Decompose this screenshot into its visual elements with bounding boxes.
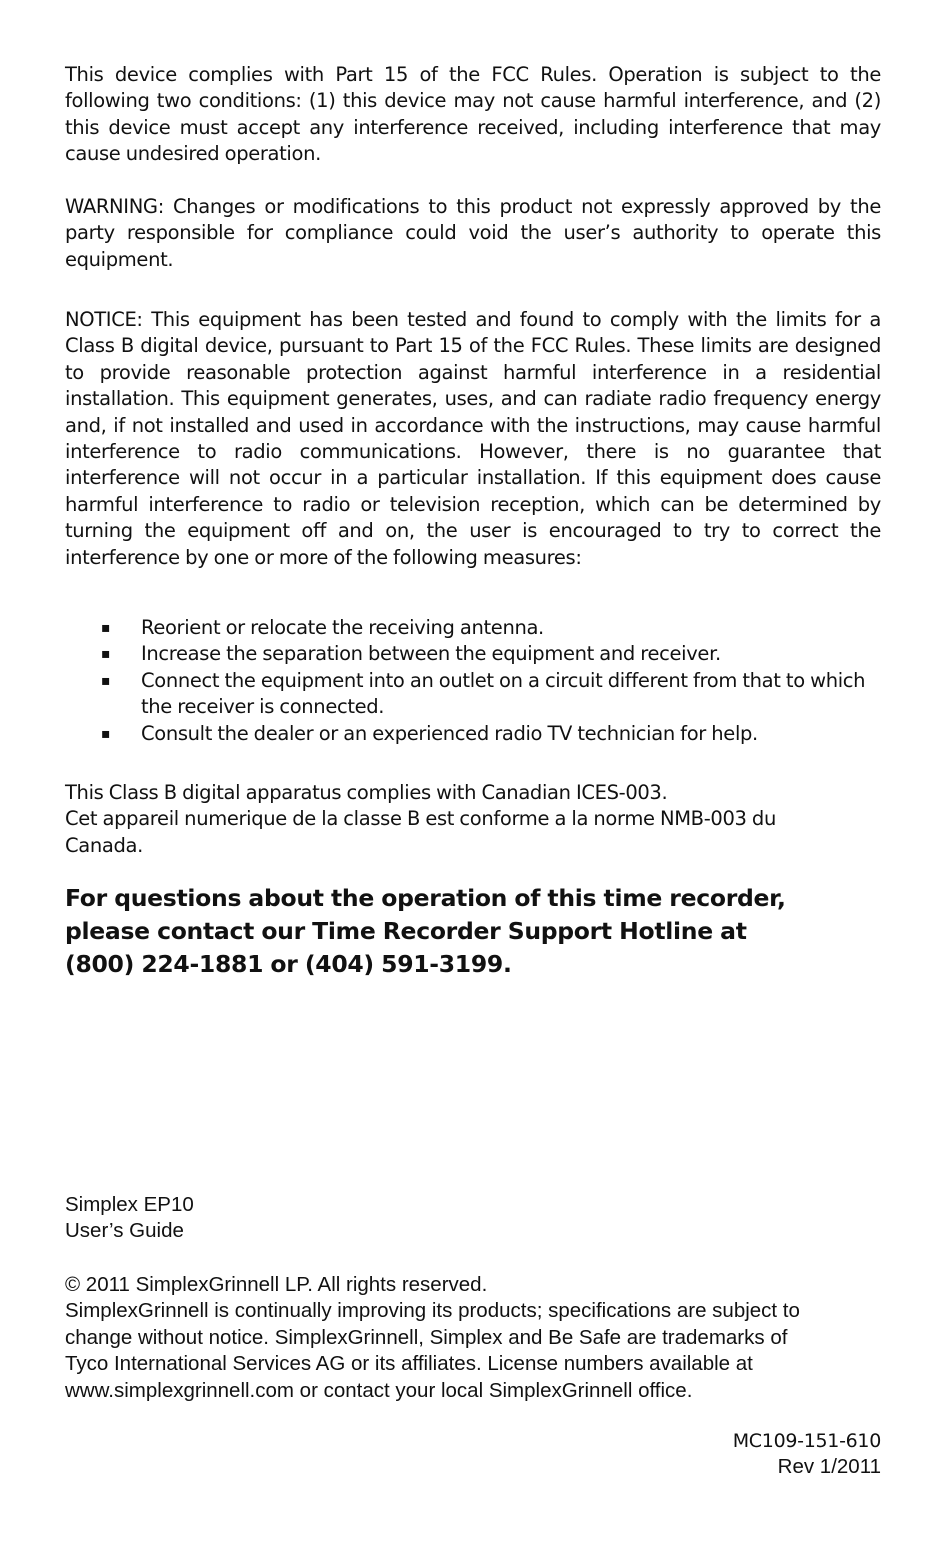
hotline-line-1: For questions about the operation of this time recorder, (65, 884, 786, 912)
support-hotline-block (65, 882, 786, 981)
notice-paragraph: NOTICE: This equipment has been tested and found to comply with the limits for a Class B digital device, pursuant to Part 15 of the FCC Rules. These limits are designed to provide reasonable protection against harmful interference in a residential installation. This equipment generates, uses, and can radiate radio frequency energy and, if not installed and used in accordance with the instructions, may cause harmful interference to radio communications. However, there is no guarantee that interference will not occur in a particular installation. If this equipment does cause harmful interference to radio or television reception, which can be determined by turning the equipment off and on, the user is encouraged to try to correct the interference by one or more of the following measures: (65, 308, 881, 569)
disclaimer-line: SimplexGrinnell is continually improving its products; specifications are subject to (65, 1299, 800, 1323)
list-item (65, 668, 881, 721)
measure-text: Increase the separation between the equipment and receiver. (141, 642, 721, 666)
copyright-block (65, 1272, 885, 1404)
hotline-phone-numbers: (800) 224-1881 or (404) 591-3199. (65, 950, 512, 978)
hotline-line-2: please contact our Time Recorder Support Hotline at (65, 917, 747, 945)
disclaimer-line: www.simplexgrinnell.com or contact your local SimplexGrinnell office. (65, 1378, 693, 1402)
measure-text: Connect the equipment into an outlet on a circuit different from that to which the receiver is connected. (141, 668, 866, 719)
interference-measures-list (65, 615, 881, 747)
warning-paragraph: WARNING: Changes or modifications to this product not expressly approved by the party responsible for compliance could void the user’s authority to operate this equipment. (65, 195, 881, 271)
list-item (65, 641, 881, 667)
canada-line-french: Cet appareil numerique de la classe B est conforme a la norme NMB-003 du (65, 807, 776, 831)
list-item (65, 721, 881, 747)
document-revision: Rev 1/2011 (777, 1455, 881, 1479)
disclaimer-line: change without notice. SimplexGrinnell, Simplex and Be Safe are trademarks of (65, 1325, 788, 1349)
disclaimer-line: Tyco International Services AG or its affiliates. License numbers available at (65, 1352, 753, 1376)
product-info-block (65, 1192, 194, 1245)
measure-text: Consult the dealer or an experienced radio TV technician for help. (141, 721, 758, 745)
fcc-compliance-paragraph: This device complies with Part 15 of the FCC Rules. Operation is subject to the following two conditions: (1) this device may not cause harmful interference, and (2) this device must accept any interference received, including interference that may cause undesired operation. (65, 63, 881, 166)
canada-line-french-continued: Canada. (65, 833, 143, 857)
bullet-icon: ▪ (101, 620, 111, 636)
measure-text: Reorient or relocate the receiving antenna. (141, 616, 544, 639)
bullet-icon: ▪ (101, 725, 111, 742)
guide-title: User’s Guide (65, 1219, 184, 1243)
list-item (65, 615, 881, 641)
copyright-line: © 2011 SimplexGrinnell LP. All rights reserved. (65, 1273, 488, 1296)
bullet-icon: ▪ (101, 672, 111, 689)
document-number: MC109-151-610 (732, 1430, 881, 1452)
product-name: Simplex EP10 (65, 1193, 194, 1216)
document-number-block (733, 1428, 881, 1481)
canada-compliance-block (65, 780, 776, 859)
bullet-icon: ▪ (101, 646, 111, 663)
canada-line-english: This Class B digital apparatus complies with Canadian ICES-003. (65, 781, 668, 804)
